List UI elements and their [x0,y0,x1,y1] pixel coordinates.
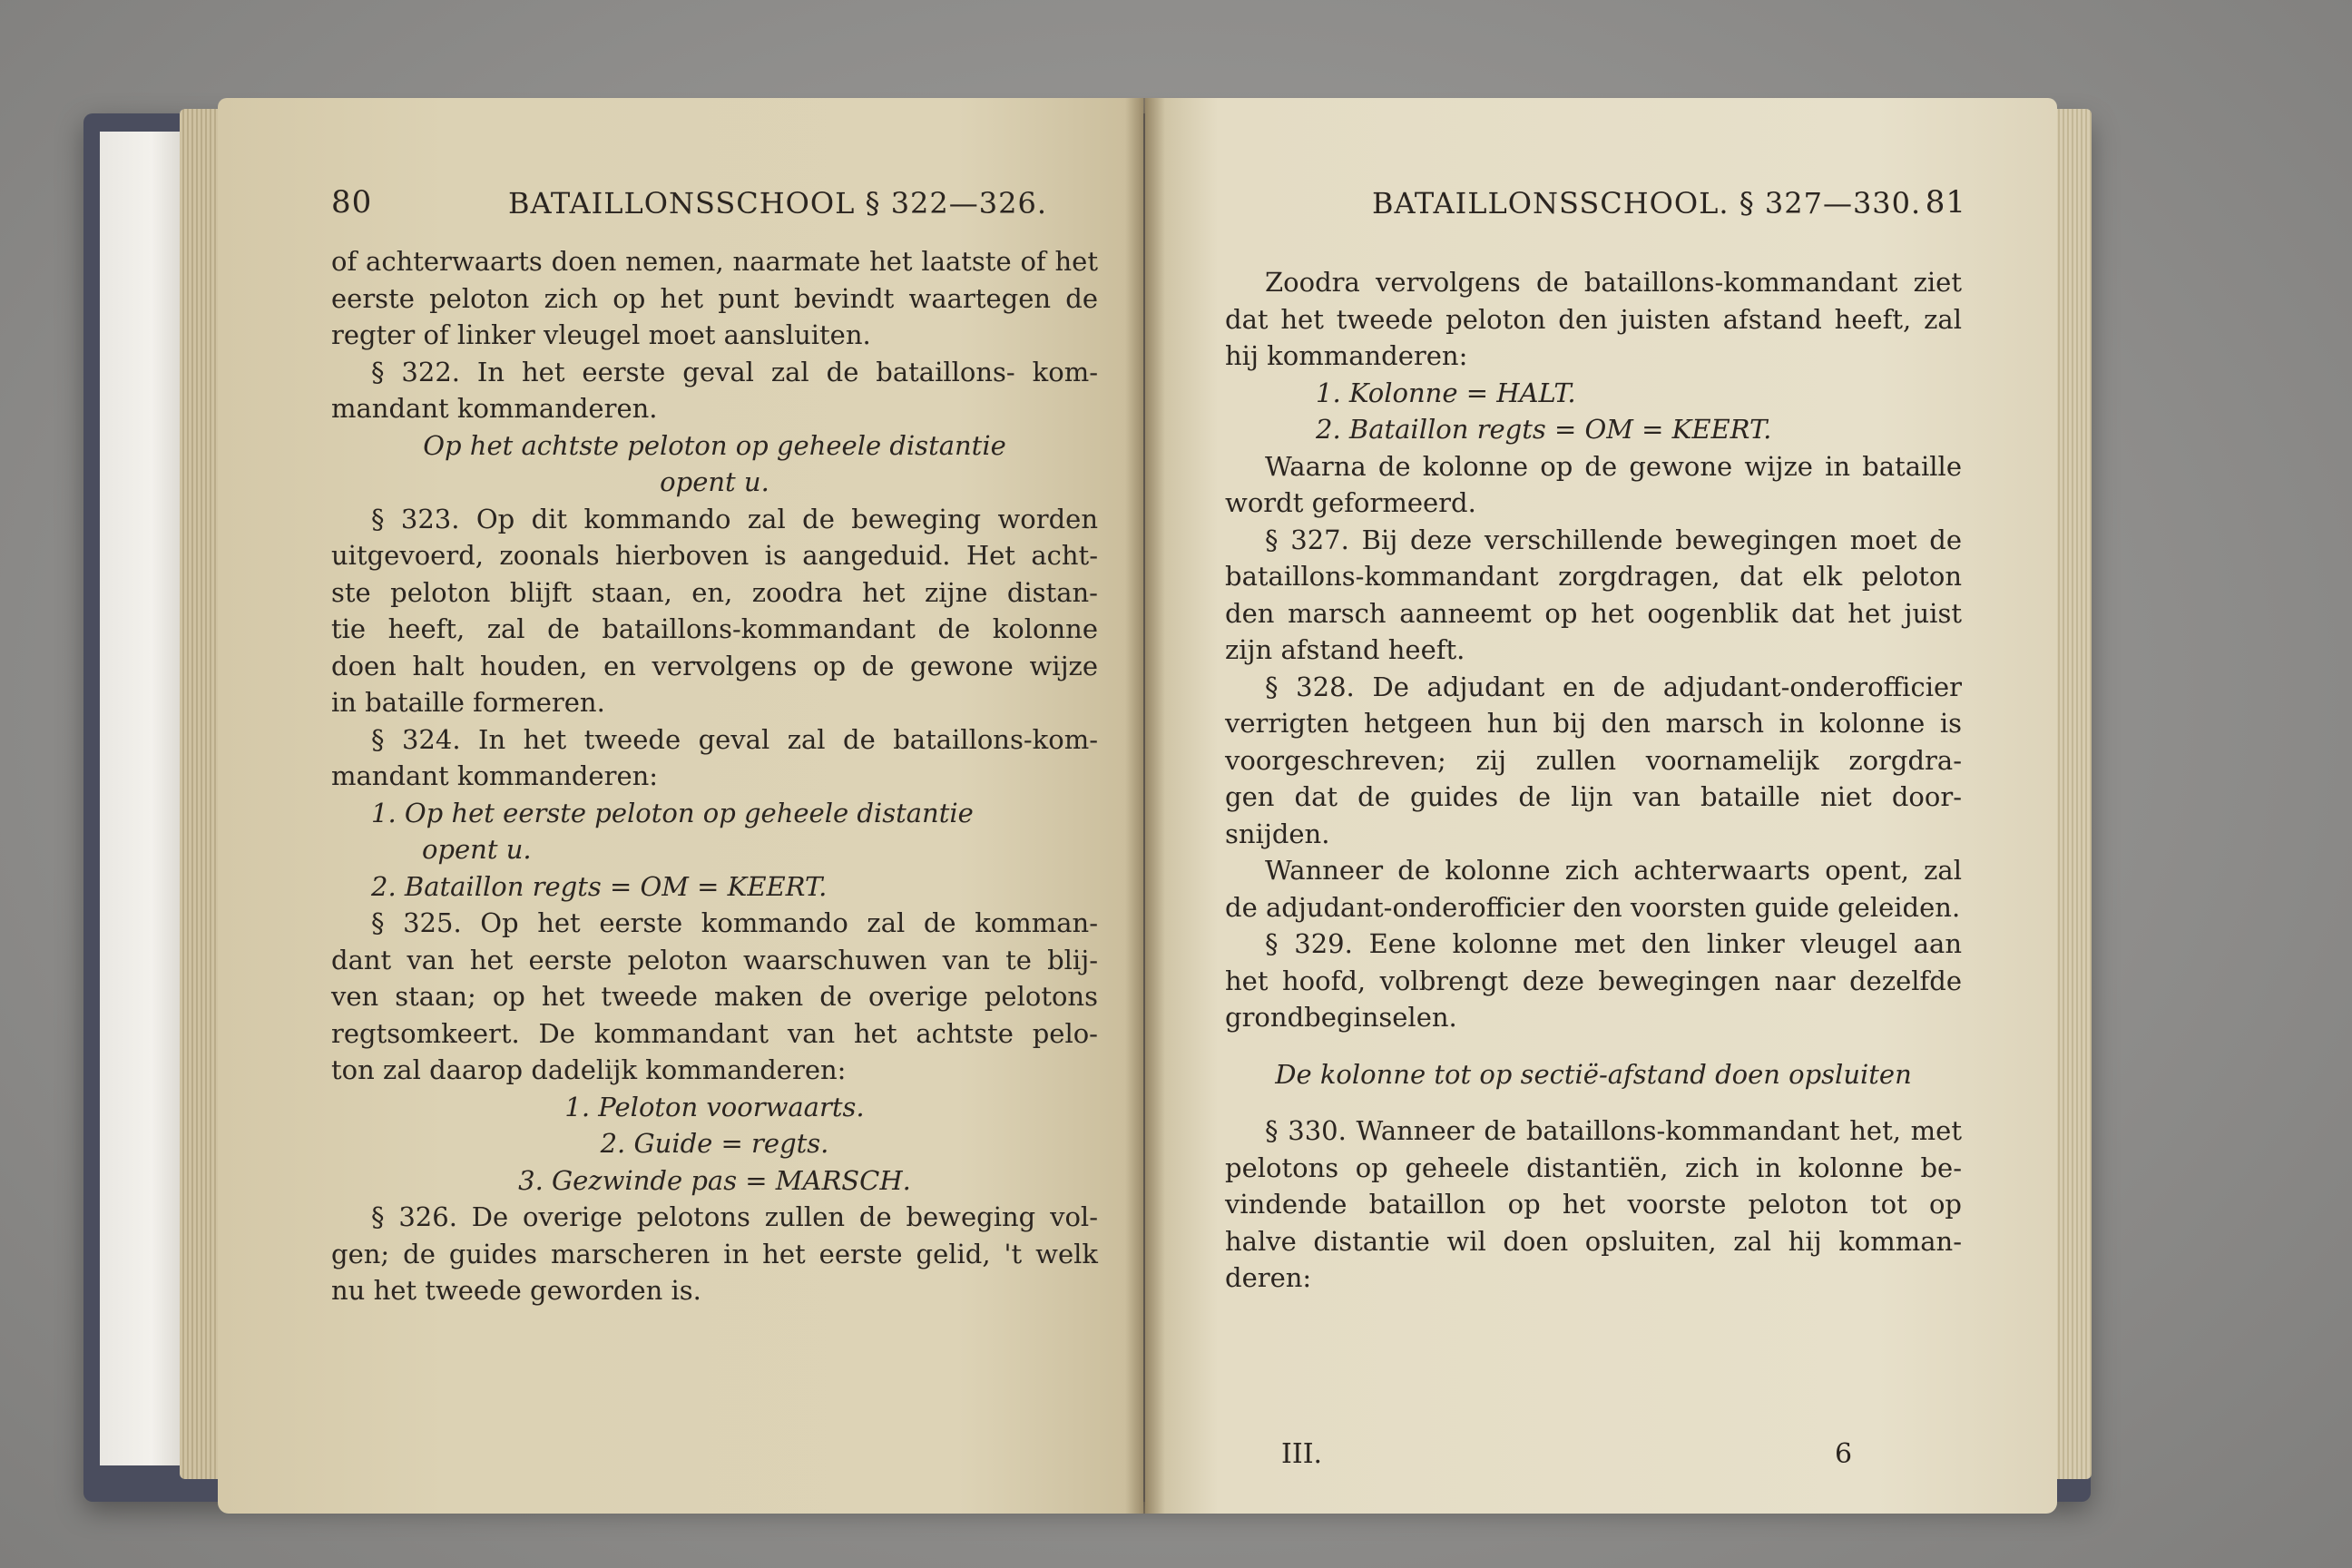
text-line [1225,1036,1962,1056]
text-line: den marsch aanneemt op het oogenblik dat het juist [1225,597,1962,629]
text-line: doen halt houden, en vervolgens op de gewone wijze [331,650,1098,681]
text-line: snijden. [1225,818,1330,849]
text-line: § 324. In het tweede geval zal de bataillons-kom- [371,723,1098,755]
text-line: dat het tweede peloton den juisten afstand heeft, zal [1225,303,1962,335]
text-line: 1. Kolonne = HALT. [1316,377,1576,408]
text-line: regtsomkeert. De kommandant van het achtste pelo- [331,1017,1098,1049]
text-line: of achterwaarts doen nemen, naarmate het laatste of het [331,246,1098,277]
text-line: zijn afstand heeft. [1225,634,1465,665]
text-line: § 322. In het eerste geval zal de bataillons- kom- [371,356,1098,387]
text-line: regter of linker vleugel moet aansluiten. [331,319,871,350]
text-line: grondbeginselen. [1225,1002,1457,1033]
text-line: § 323. Op dit kommando zal de beweging worden [371,503,1098,534]
text-line: opent u. [422,834,532,865]
left-page-number: 80 [331,184,373,220]
right-page-text [1225,264,1962,1297]
text-line: ton zal daarop dadelijk kommanderen: [331,1054,847,1085]
text-line: gen; de guides marscheren in het eerste gelid, 't welk [331,1238,1098,1269]
text-line [1225,1093,1962,1112]
text-line: 2. Bataillon regts = OM = KEERT. [371,870,828,902]
text-line: halve distantie wil doen opsluiten, zal hij komman- [1225,1225,1962,1257]
text-line: verrigten hetgeen hun bij den marsch in kolonne is [1225,708,1962,739]
text-line: ste peloton blijft staan, en, zoodra het zijne distan- [331,576,1098,608]
text-line: tie heeft, zal de bataillons-kommandant de kolonne [331,613,1098,644]
right-page-number: 81 [1925,184,1966,220]
right-page [1145,98,2057,1514]
text-line: 3. Gezwinde pas = MARSCH. [518,1164,911,1196]
text-line: De kolonne tot op sectië-afstand doen opsluiten [1275,1058,1912,1090]
text-line: 2. Bataillon regts = OM = KEERT. [1316,414,1772,445]
text-line: § 330. Wanneer de bataillons-kommandant het, met [1265,1115,1962,1146]
text-line: Wanneer de kolonne zich achterwaarts opent, zal [1265,855,1962,886]
text-line: § 328. De adjudant en de adjudant-onderofficier [1265,671,1962,702]
text-line: nu het tweede geworden is. [331,1275,701,1306]
left-running-head [218,184,1143,230]
text-line: mandant kommanderen: [331,760,659,791]
signature-mark: III. [1281,1438,1323,1470]
text-line: de adjudant-onderofficier den voorsten guide geleiden. [1225,891,1961,923]
text-line: § 327. Bij deze verschillende bewegingen moet de [1265,524,1962,555]
text-line: 2. Guide = regts. [600,1128,829,1159]
text-line: Zoodra vervolgens de bataillons-kommandant ziet [1265,267,1962,298]
text-line: wordt geformeerd. [1225,487,1476,518]
text-line: dant van het eerste peloton waarschuwen van te blij- [331,944,1098,975]
right-running-head [1145,184,2057,230]
text-line: bataillons-kommandant zorgdragen, dat elk peloton [1225,561,1962,592]
text-line: eerste peloton zich op het punt bevindt waartegen de [331,282,1098,314]
text-line: uitgevoerd, zoonals hierboven is aangeduid. Het acht- [331,540,1098,571]
right-running-title: BATAILLONSSCHOOL. § 327—330. [1372,186,1922,220]
text-line: hij kommanderen: [1225,340,1468,371]
text-line: § 326. De overige pelotons zullen de beweging vol- [371,1201,1098,1232]
gathering-number: 6 [1835,1438,1853,1470]
endpaper [100,132,186,1465]
text-line: mandant kommanderen. [331,393,658,424]
text-line: deren: [1225,1262,1312,1293]
text-line: ven staan; op het tweede maken de overige pelotons [331,981,1098,1012]
text-line: § 325. Op het eerste kommando zal de komman- [371,907,1098,938]
text-line: 1. Peloton voorwaarts. [564,1091,865,1122]
text-line: in bataille formeren. [331,687,605,718]
text-line: het hoofd, volbrengt deze bewegingen naar dezelfde [1225,965,1962,996]
left-page-text [331,243,1098,1309]
text-line: gen dat de guides de lijn van bataille niet door- [1225,781,1962,812]
text-line: voorgeschreven; zij zullen voornamelijk zorgdra- [1225,744,1962,776]
text-line: opent u. [660,466,769,497]
text-line: vindende bataillon op het voorste peloton tot op [1225,1189,1962,1220]
text-line: 1. Op het eerste peloton op geheele distantie [371,797,974,828]
left-page [218,98,1143,1514]
text-line: Op het achtste peloton op geheele distantie [423,429,1006,461]
text-line: pelotons op geheele distantiën, zich in kolonne be- [1225,1152,1962,1183]
text-line: § 329. Eene kolonne met den linker vleugel aan [1265,928,1962,959]
left-running-title: BATAILLONSSCHOOL § 322—326. [508,186,1048,220]
text-line: Waarna de kolonne op de gewone wijze in bataille [1265,450,1962,482]
book-gutter [1125,98,1165,1514]
